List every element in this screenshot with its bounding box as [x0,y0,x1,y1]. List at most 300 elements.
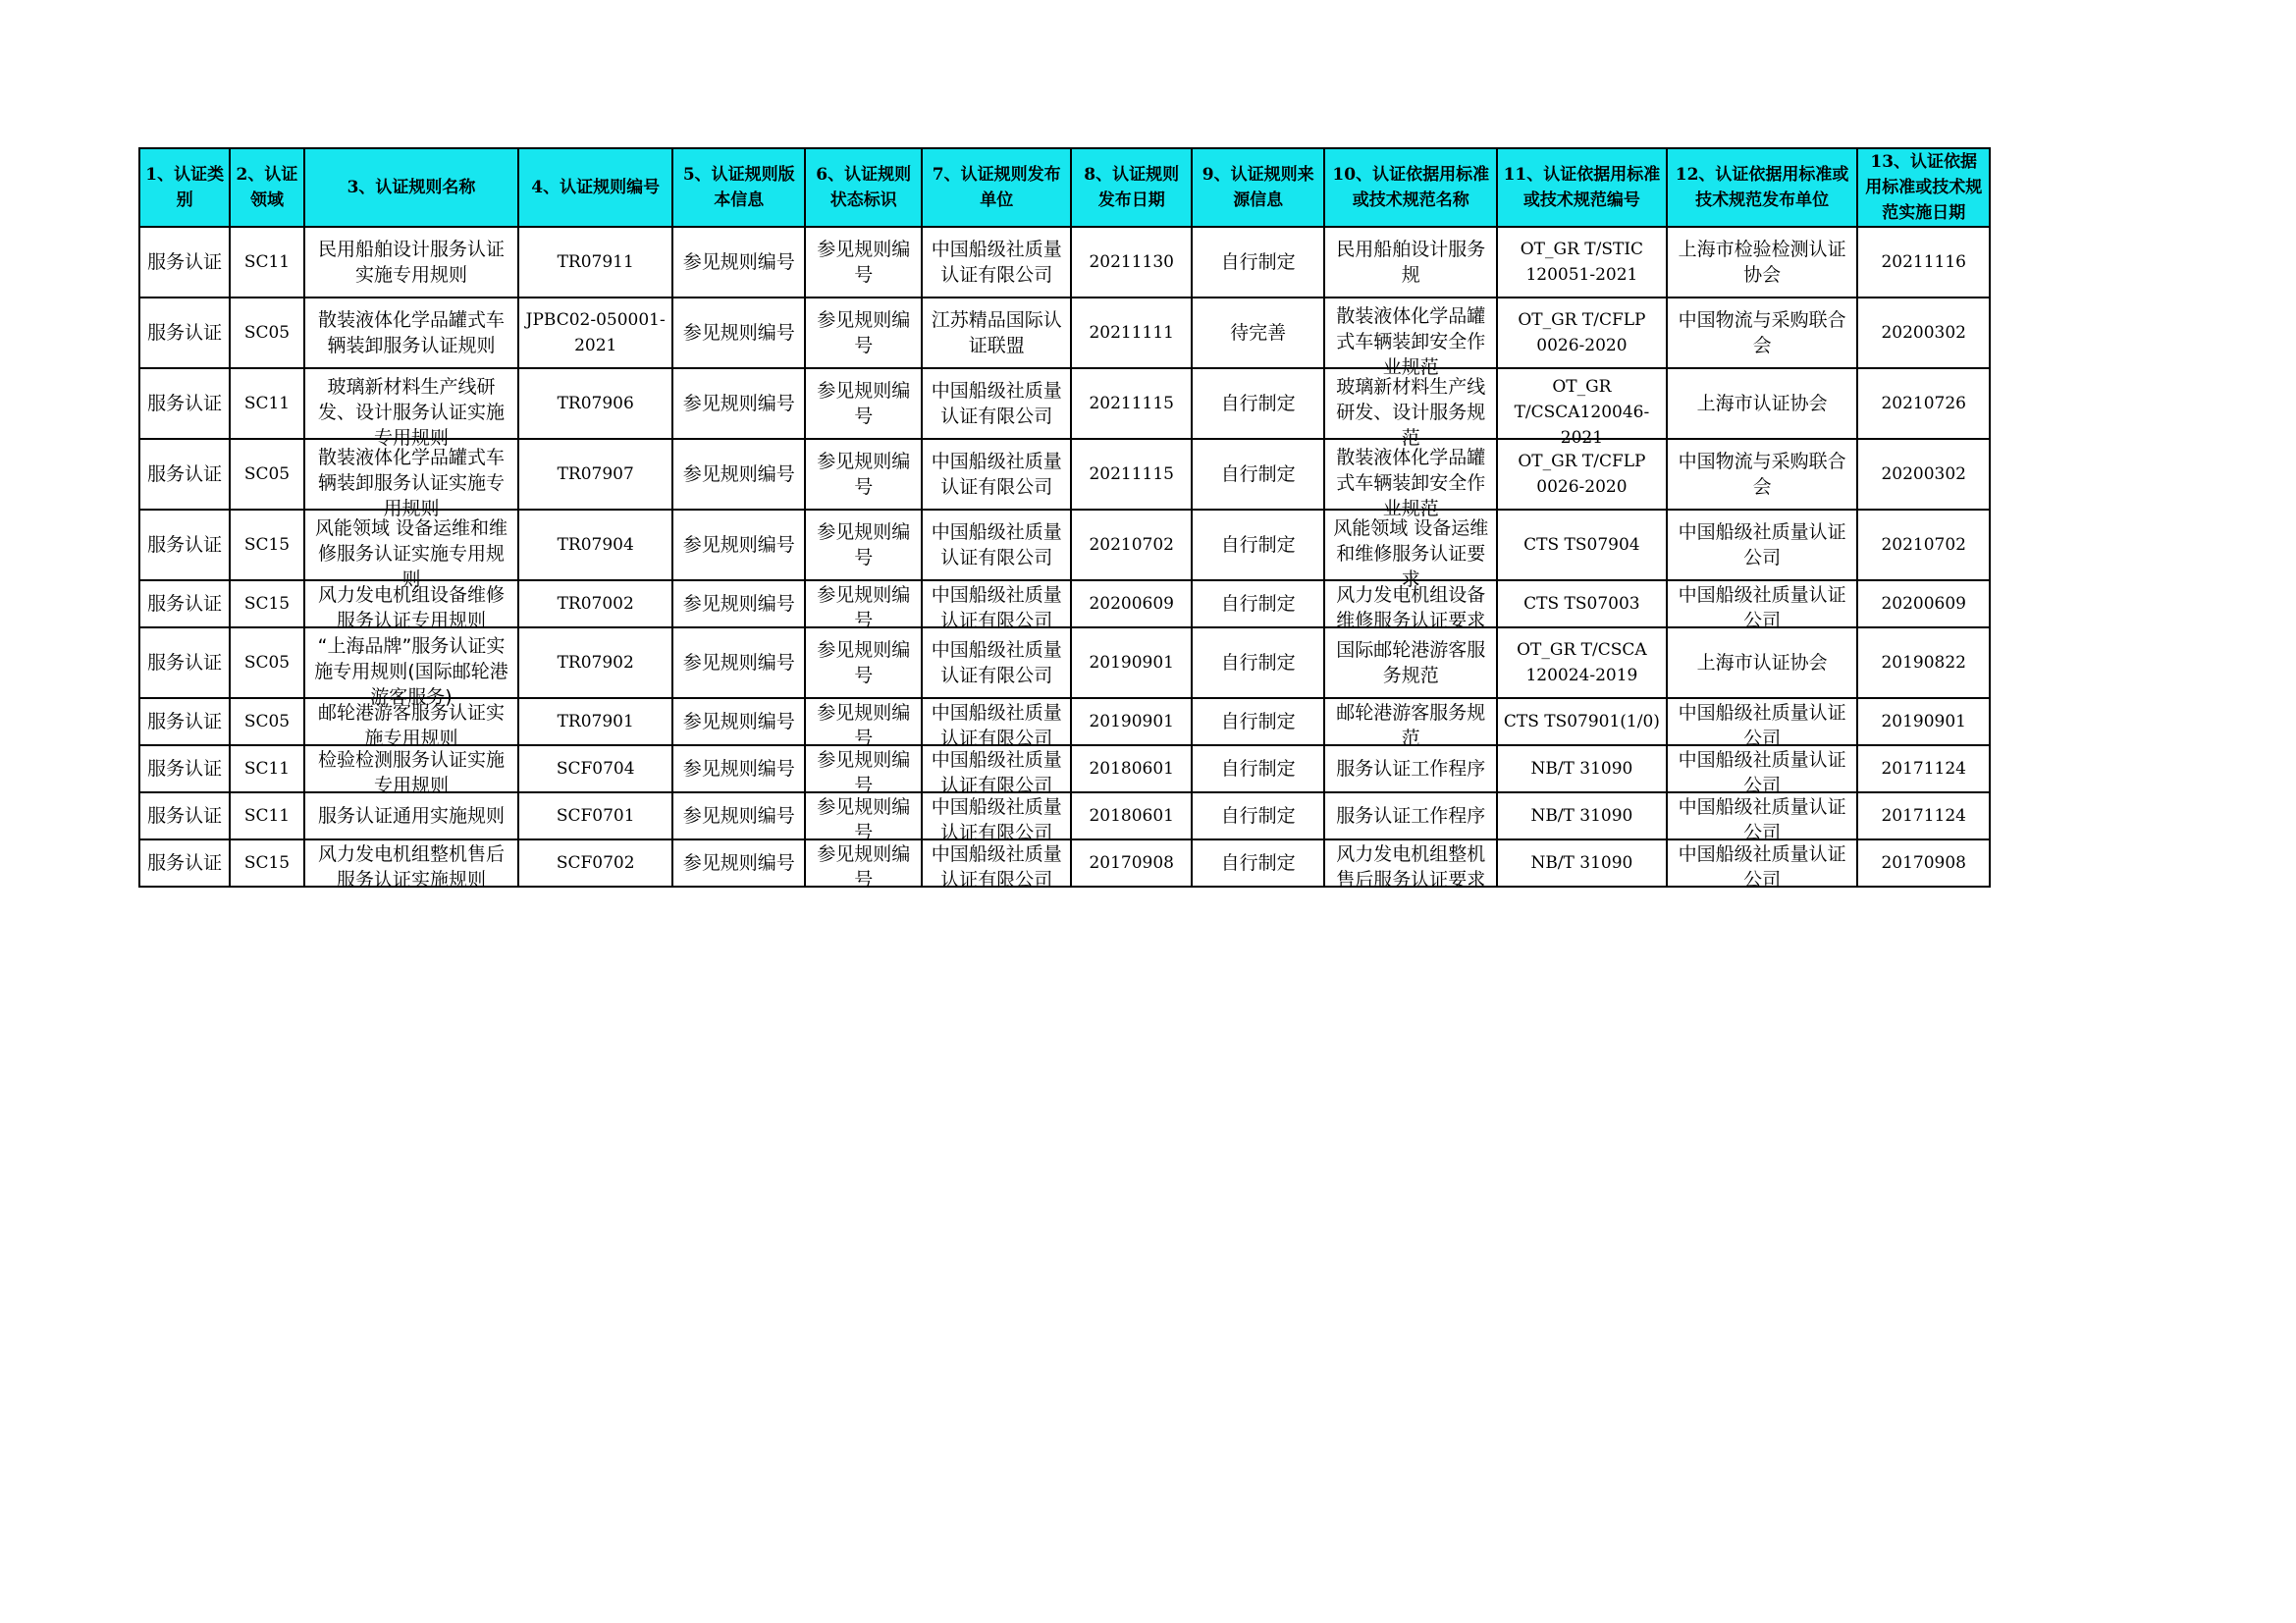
table-cell [1857,298,1990,368]
table-cell [1071,627,1191,698]
cell-text: 20200609 [1089,594,1174,614]
table-cell [139,580,230,627]
table-cell [805,839,921,891]
cell-text: 中国船级社质量认证有限公司 [931,639,1062,686]
cell-text: 参见规则编号 [817,521,911,568]
cell-text: SC05 [243,712,291,731]
table-cell [1497,227,1667,298]
cell-text: 20210702 [1089,535,1174,555]
cell-text: 参见规则编号 [817,584,911,631]
table-cell [1667,510,1858,580]
table-cell [139,698,230,745]
cell-text: 中国船级社质量认证有限公司 [931,843,1062,891]
cell-text: TR07002 [557,594,634,614]
table-cell [518,510,672,580]
cell-text: 中国船级社质量认证有限公司 [931,521,1062,568]
cell-text: OT_GR T/STIC 120051-2021 [1520,240,1644,285]
table-cell [139,368,230,439]
table-cell [1071,227,1191,298]
cell-text: 参见规则编号 [682,852,795,874]
cell-text: 散装液体化学品罐式车辆装卸服务认证规则 [317,309,505,356]
table-cell [1192,227,1325,298]
table-cell [922,227,1072,298]
cell-text: 中国船级社质量认证有限公司 [931,451,1062,498]
cell-text: 自行制定 [1220,393,1296,414]
column-header-7: 7、认证规则发布单位 [922,148,1072,227]
table-cell [1497,627,1667,698]
table-cell [518,698,672,745]
cell-text: 20171124 [1881,759,1966,779]
cell-text: 民用船舶设计服务规 [1336,239,1486,286]
cell-text: OT_GR T/CSCA120046-2021 [1514,377,1650,448]
cell-text: 服务认证工作程序 [1336,805,1486,827]
cell-text: SC05 [243,653,291,673]
cell-text: 民用船舶设计服务认证实施专用规则 [317,239,505,286]
cell-text: 中国船级社质量认证公司 [1678,584,1846,631]
cell-text: 自行制定 [1220,805,1296,827]
cell-text: 参见规则编号 [817,380,911,427]
table-cell [805,298,921,368]
cell-text: 20210726 [1881,394,1966,413]
table-cell [230,439,303,510]
table-row [139,439,1990,510]
table-row [139,580,1990,627]
table-cell [1071,510,1191,580]
cell-text: SC11 [243,806,291,826]
table-cell [518,368,672,439]
cell-text: SCF0704 [556,759,635,779]
cell-text: 服务认证 [147,805,223,827]
table-cell [230,580,303,627]
cell-text: 参见规则编号 [682,805,795,827]
cell-text: 中国物流与采购联合会 [1678,451,1846,498]
table-cell [1071,792,1191,839]
cell-text: 上海市认证协会 [1696,393,1828,414]
cell-text: TR07906 [557,394,634,413]
table-cell [805,510,921,580]
cell-text: 国际邮轮港游客服务规范 [1336,639,1486,686]
cell-text: 20190901 [1089,653,1174,673]
column-header-4: 4、认证规则编号 [518,148,672,227]
cell-text: TR07901 [557,712,634,731]
table-row [139,510,1990,580]
cell-text: 20200609 [1881,594,1966,614]
table-cell [1667,227,1858,298]
cell-text: 参见规则编号 [817,451,911,498]
table-cell [922,580,1072,631]
column-header-10: 10、认证依据用标准或技术规范名称 [1324,148,1497,227]
cell-text: NB/T 31090 [1530,759,1633,779]
cell-text: 参见规则编号 [817,639,911,686]
table-cell [518,580,672,627]
table-cell [139,745,230,792]
table-cell [1667,298,1858,368]
table-cell [304,698,519,749]
cell-text: 参见规则编号 [682,711,795,732]
cell-text: 上海市检验检测认证协会 [1678,239,1846,286]
column-header-5: 5、认证规则版本信息 [672,148,806,227]
cell-text: SCF0702 [556,853,635,873]
cell-text: 自行制定 [1220,652,1296,674]
cell-text: 20211111 [1089,323,1174,343]
table-cell [1857,580,1990,627]
cell-text: 自行制定 [1220,593,1296,615]
column-header-9: 9、认证规则来源信息 [1192,148,1325,227]
table-cell [139,792,230,839]
table-cell [1497,510,1667,580]
cell-text: 参见规则编号 [817,796,911,843]
table-cell [1667,839,1858,891]
table-cell [139,227,230,298]
cell-text: 中国船级社质量认证有限公司 [931,380,1062,427]
table-cell [518,839,672,887]
cell-text: 参见规则编号 [817,749,911,796]
cell-text: 参见规则编号 [682,322,795,344]
table-cell [672,745,806,792]
table-cell [1324,510,1497,590]
table-cell [139,439,230,510]
cell-text: 服务认证 [147,652,223,674]
cell-text: 中国船级社质量认证有限公司 [931,702,1062,749]
table-cell [518,627,672,698]
table-cell [922,368,1072,439]
cell-text: 上海市认证协会 [1696,652,1828,674]
cell-text: SC15 [243,853,291,873]
cell-text: 风力发电机组整机售后服务认证要求 [1336,843,1486,891]
table-cell [1192,298,1325,368]
table-cell [1071,698,1191,745]
table-cell [1324,227,1497,298]
table-cell [1857,839,1990,887]
cell-text: 自行制定 [1220,711,1296,732]
cell-text: 检验检测服务认证实施专用规则 [317,749,505,796]
table-cell [1071,298,1191,368]
table-cell [1857,227,1990,298]
cell-text: 参见规则编号 [682,593,795,615]
cell-text: 参见规则编号 [682,758,795,780]
table-cell [1667,580,1858,631]
table-cell [1667,792,1858,843]
table-cell [672,792,806,839]
cell-text: CTS TS07904 [1523,535,1640,555]
table-cell [230,510,303,580]
table-cell [1071,439,1191,510]
table-cell [672,839,806,887]
table-cell [304,510,519,590]
cell-text: NB/T 31090 [1530,853,1633,873]
cell-text: SCF0701 [556,806,635,826]
certification-rules-table [138,147,1991,891]
table-body [139,227,1990,891]
table-cell [805,627,921,698]
cell-text: 服务认证 [147,251,223,273]
cell-text: 参见规则编号 [682,652,795,674]
table-cell [1497,298,1667,368]
cell-text: 玻璃新材料生产线研发、设计服务认证实施专用规则 [317,376,505,449]
table-cell [1324,745,1497,792]
table-cell [304,745,519,796]
cell-text: 邮轮港游客服务认证实施专用规则 [317,702,505,749]
cell-text: OT_GR T/CFLP 0026-2020 [1518,452,1646,497]
table-cell [230,298,303,368]
table-cell [672,580,806,627]
table-row [139,745,1990,792]
cell-text: “上海品牌”服务认证实施专用规则(国际邮轮港游客服务) [314,635,508,708]
column-header-3: 3、认证规则名称 [304,148,519,227]
column-header-2: 2、认证领域 [230,148,303,227]
cell-text: CTS TS07003 [1523,594,1640,614]
table-cell [1857,745,1990,792]
table-cell [1497,580,1667,627]
cell-text: OT_GR T/CSCA 120024-2019 [1517,640,1647,685]
table-cell [922,745,1072,796]
table-cell [1857,510,1990,580]
table-cell [1192,627,1325,698]
table-cell [1192,580,1325,627]
cell-text: 中国船级社质量认证有限公司 [931,584,1062,631]
table-cell [672,627,806,698]
cell-text: 20211130 [1089,252,1174,272]
table-cell [1857,368,1990,439]
table-cell [230,792,303,839]
cell-text: 20211116 [1881,252,1966,272]
cell-text: 20170908 [1089,853,1174,873]
table-row [139,227,1990,298]
cell-text: 20171124 [1881,806,1966,826]
cell-text: 服务认证 [147,593,223,615]
table-cell [922,792,1072,843]
table-cell [805,227,921,298]
table-cell [1324,698,1497,749]
cell-text: 20180601 [1089,759,1174,779]
table-cell [805,368,921,439]
cell-text: SC15 [243,535,291,555]
cell-text: SC05 [243,323,291,343]
cell-text: CTS TS07901(1/0) [1503,712,1660,731]
table-cell [1192,745,1325,792]
table-cell [518,792,672,839]
table-cell [304,792,519,839]
cell-text: TR07911 [557,252,634,272]
table-cell [805,745,921,796]
table-cell [922,839,1072,891]
cell-text: 参见规则编号 [682,463,795,485]
table-cell [1497,368,1667,448]
table-cell [1667,627,1858,698]
table-cell [922,439,1072,510]
header-row [139,148,1990,227]
table-cell [1497,792,1667,839]
column-header-13: 13、认证依据用标准或技术规范实施日期 [1857,148,1990,227]
table-cell [230,839,303,887]
cell-text: 20200302 [1881,323,1966,343]
cell-text: 风力发电机组设备维修服务认证专用规则 [317,584,505,631]
cell-text: 江苏精品国际认证联盟 [931,309,1062,356]
cell-text: 服务认证工作程序 [1336,758,1486,780]
table-cell [1192,792,1325,839]
cell-text: 中国船级社质量认证有限公司 [931,749,1062,796]
cell-text: 服务认证通用实施规则 [317,805,505,827]
table-row [139,839,1990,887]
cell-text: 20200302 [1881,464,1966,484]
cell-text: 服务认证 [147,322,223,344]
column-header-6: 6、认证规则状态标识 [805,148,921,227]
cell-text: 参见规则编号 [817,702,911,749]
table-cell [1071,368,1191,439]
table-cell [1667,439,1858,510]
cell-text: 风能领域 设备运维和维修服务认证要求 [1333,517,1489,590]
table-cell [518,298,672,368]
cell-text: 自行制定 [1220,758,1296,780]
table-cell [805,580,921,631]
table-cell [1324,839,1497,891]
cell-text: JPBC02-050001-2021 [525,310,666,355]
table-cell [518,227,672,298]
cell-text: OT_GR T/CFLP 0026-2020 [1518,310,1646,355]
cell-text: 服务认证 [147,758,223,780]
cell-text: 参见规则编号 [682,393,795,414]
table-cell [304,368,519,449]
cell-text: 20180601 [1089,806,1174,826]
table-cell [805,439,921,510]
table-cell [139,839,230,887]
table-cell [1497,439,1667,510]
cell-text: SC11 [243,394,291,413]
cell-text: 散装液体化学品罐式车辆装卸安全作业规范 [1336,447,1486,519]
cell-text: 自行制定 [1220,852,1296,874]
cell-text: 20190822 [1881,653,1966,673]
table-cell [1497,745,1667,792]
table-cell [1857,439,1990,510]
table-cell [1497,698,1667,745]
cell-text: TR07902 [557,653,634,673]
cell-text: 待完善 [1230,322,1287,344]
table-cell [1324,298,1497,378]
cell-text: 参见规则编号 [817,239,911,286]
table-cell [1192,368,1325,439]
table-cell [304,839,519,891]
table-cell [1857,627,1990,698]
table-cell [922,698,1072,749]
table-cell [230,227,303,298]
table-cell [1071,745,1191,792]
table-cell [1192,698,1325,745]
table-cell [1324,439,1497,519]
table-cell [139,510,230,580]
table-cell [1071,839,1191,887]
table-cell [230,745,303,792]
cell-text: SC15 [243,594,291,614]
cell-text: 中国船级社质量认证公司 [1678,521,1846,568]
table-cell [1192,439,1325,510]
cell-text: 20211115 [1089,394,1174,413]
table-cell [1071,580,1191,627]
column-header-12: 12、认证依据用标准或技术规范发布单位 [1667,148,1858,227]
cell-text: 服务认证 [147,534,223,556]
table-cell [304,298,519,368]
table-row [139,627,1990,698]
cell-text: 中国船级社质量认证有限公司 [931,239,1062,286]
cell-text: 20170908 [1881,853,1966,873]
table-cell [139,627,230,698]
table-cell [672,368,806,439]
cell-text: 散装液体化学品罐式车辆装卸安全作业规范 [1336,305,1486,378]
table-cell [518,439,672,510]
table-cell [230,368,303,439]
column-header-8: 8、认证规则发布日期 [1071,148,1191,227]
cell-text: SC11 [243,759,291,779]
cell-text: 中国物流与采购联合会 [1678,309,1846,356]
table-cell [1192,510,1325,580]
cell-text: 参见规则编号 [817,843,911,891]
cell-text: 中国船级社质量认证公司 [1678,843,1846,891]
table-cell [805,698,921,749]
cell-text: 风力发电机组整机售后服务认证实施规则 [317,843,505,891]
table-cell [1497,839,1667,887]
cell-text: SC11 [243,252,291,272]
cell-text: 自行制定 [1220,534,1296,556]
cell-text: 服务认证 [147,463,223,485]
cell-text: 20190901 [1881,712,1966,731]
table-cell [1667,745,1858,796]
cell-text: 20211115 [1089,464,1174,484]
table-row [139,792,1990,839]
cell-text: 玻璃新材料生产线研发、设计服务规范 [1336,376,1486,449]
table-cell [304,227,519,298]
cell-text: 中国船级社质量认证公司 [1678,749,1846,796]
table-cell [922,510,1072,580]
table-cell [304,627,519,708]
cell-text: 参见规则编号 [682,251,795,273]
cell-text: 服务认证 [147,711,223,732]
table-row [139,368,1990,439]
table-cell [672,439,806,510]
table-cell [1192,839,1325,887]
cell-text: 邮轮港游客服务规范 [1336,702,1486,749]
table-row [139,698,1990,745]
table-cell [922,298,1072,368]
cell-text: TR07907 [557,464,634,484]
cell-text: 服务认证 [147,852,223,874]
table-cell [1857,698,1990,745]
table-cell [230,627,303,698]
column-header-1: 1、认证类别 [139,148,230,227]
table-row [139,298,1990,368]
cell-text: 中国船级社质量认证有限公司 [931,796,1062,843]
cell-text: 20190901 [1089,712,1174,731]
cell-text: 中国船级社质量认证公司 [1678,702,1846,749]
table-cell [1324,627,1497,698]
table-cell [1667,698,1858,749]
table-cell [1324,368,1497,449]
table-cell [304,439,519,519]
table-cell [672,227,806,298]
cell-text: SC05 [243,464,291,484]
table-cell [922,627,1072,698]
cell-text: 中国船级社质量认证公司 [1678,796,1846,843]
table-cell [139,298,230,368]
column-header-11: 11、认证依据用标准或技术规范编号 [1497,148,1667,227]
table-cell [672,698,806,745]
cell-text: 20210702 [1881,535,1966,555]
table-cell [1857,792,1990,839]
cell-text: 自行制定 [1220,463,1296,485]
cell-text: 风能领域 设备运维和维修服务认证实施专用规则 [314,517,508,590]
cell-text: 自行制定 [1220,251,1296,273]
table-cell [1324,792,1497,839]
table-cell [672,510,806,580]
cell-text: 风力发电机组设备维修服务认证要求 [1336,584,1486,631]
